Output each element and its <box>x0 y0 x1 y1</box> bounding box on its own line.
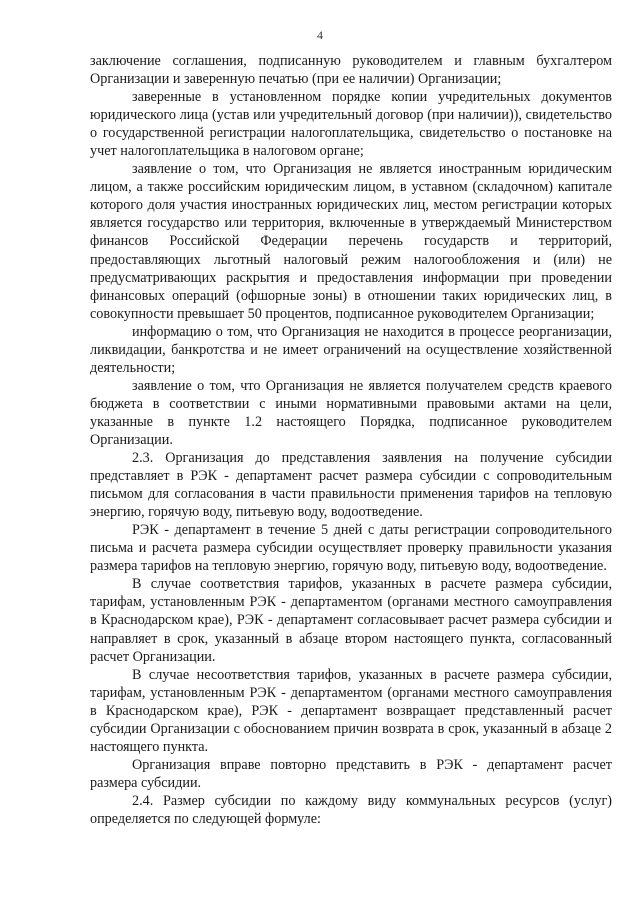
paragraph-reorganization-info: информацию о том, что Организация не находится в процессе реорганизации, ликвидации, банкротства и не имеет ограничений на осуществление хозяйственной деятельности; <box>90 323 612 376</box>
paragraph-budget-recipient-statement: заявление о том, что Организация не является получателем средств краевого бюджета в соответствии с иными нормативными правовыми актами на цели, указанные в пункте 1.2 настоящего Порядка, подписанное руководителем Организации. <box>90 377 612 448</box>
document-body <box>90 52 612 828</box>
paragraph-agreement-application: заключение соглашения, подписанную руководителем и главным бухгалтером Организации и заверенную печатью (при ее наличии) Организации; <box>90 53 612 88</box>
paragraph-section-2-4: 2.4. Размер субсидии по каждому виду коммунальных ресурсов (услуг) определяется по следующей формуле: <box>90 792 612 827</box>
paragraph-resubmission: Организация вправе повторно представить в РЭК - департамент расчет размера субсидии. <box>90 756 612 791</box>
page-number: 4 <box>317 28 323 42</box>
paragraph-tariff-match: В случае соответствия тарифов, указанных в расчете размера субсидии, тарифам, установленным РЭК - департаментом (органами местного самоуправления в Краснодарском крае), РЭК - департамент согласовывает расчет размера субсидии и направляет в срок, указанный в абзаце втором настоящего пункта, согласованный расчет Организации. <box>90 576 612 665</box>
paragraph-tariff-mismatch: В случае несоответствия тарифов, указанных в расчете размера субсидии, тарифам, установленным РЭК - департаментом (органами местного самоуправления в Краснодарском крае), РЭК - департамент возвращает представленный расчет субсидии Организации с обоснованием причин возврата в срок, указанный в абзаце 2 настоящего пункта. <box>90 666 612 755</box>
paragraph-foreign-entity-statement: заявление о том, что Организация не является иностранным юридическим лицом, а также российским юридическим лицом, в уставном (складочном) капитале которого доля участия иностранных юридических лиц, местом регистрации которых является государство или территория, включенные в утверждаемый Министерством финансов Российской Федерации перечень государств и территорий, предоставляющих льготный налоговый режим налогообложения и (или) не предусматривающих раскрытия и предоставления информации при проведении финансовых операций (офшорные зоны) в отношении таких юридических лиц, в совокупности превышает 50 процентов, подписанное руководителем Организации; <box>90 161 612 322</box>
paragraph-founding-documents: заверенные в установленном порядке копии учредительных документов юридического лица (устав или учредительный договор (при наличии)), свидетельство о государственной регистрации налогоплательщика, свидетельство о постановке на учет налогоплательщика в налоговом органе; <box>90 89 612 160</box>
paragraph-section-2-3: 2.3. Организация до представления заявления на получение субсидии представляет в РЭК - департамент расчет размера субсидии с сопроводительным письмом для согласования в части правильности применения тарифов на тепловую энергию, горячую воду, питьевую воду, водоотведение. <box>90 450 612 521</box>
paragraph-rek-verification: РЭК - департамент в течение 5 дней с даты регистрации сопроводительного письма и расчета размера субсидии осуществляет проверку правильности указания размера тарифов на тепловую энергию, горячую воду, питьевую воду, водоотведение. <box>90 522 612 575</box>
